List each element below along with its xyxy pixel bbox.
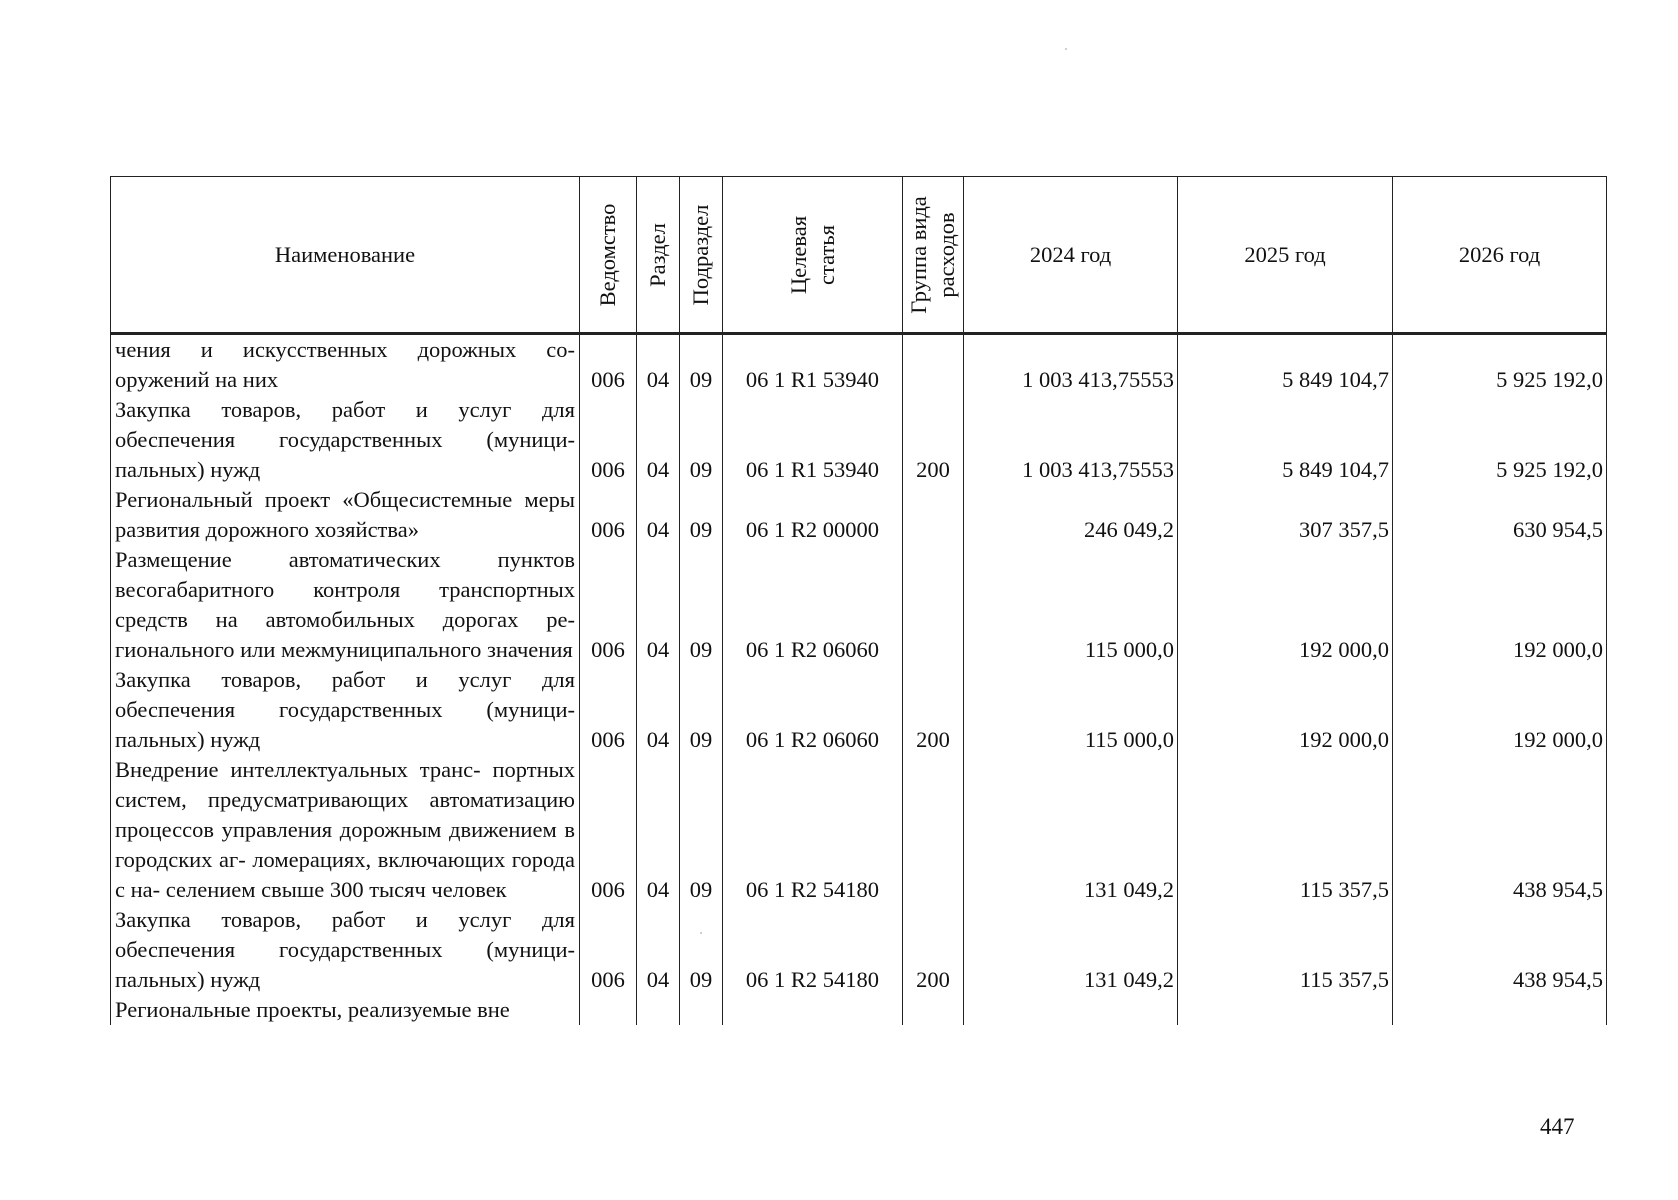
row-subsection: 09 bbox=[680, 395, 723, 485]
header-year-2026: 2026 год bbox=[1393, 177, 1607, 334]
table-header-row bbox=[111, 177, 1607, 334]
row-expense-group: 200 bbox=[903, 395, 964, 485]
row-target-article: 06 1 R2 06060 bbox=[723, 665, 903, 755]
row-section: 04 bbox=[637, 485, 680, 545]
header-section: Раздел bbox=[637, 177, 680, 334]
row-amount-2025: 5 849 104,7 bbox=[1178, 334, 1393, 396]
row-department: 006 bbox=[580, 755, 637, 905]
row-department: 006 bbox=[580, 485, 637, 545]
row-expense-group bbox=[903, 755, 964, 905]
row-section: 04 bbox=[637, 334, 680, 396]
row-department: 006 bbox=[580, 395, 637, 485]
row-expense-group bbox=[903, 995, 964, 1025]
row-target-article: 06 1 R2 06060 bbox=[723, 545, 903, 665]
row-amount-2026: 192 000,0 bbox=[1393, 665, 1607, 755]
row-name: Региональные проекты, реализуемые вне bbox=[111, 995, 580, 1025]
row-subsection: 09 bbox=[680, 665, 723, 755]
header-subsection: Подраздел bbox=[680, 177, 723, 334]
row-subsection: 09 bbox=[680, 334, 723, 396]
row-amount-2024: 131 049,2 bbox=[964, 905, 1178, 995]
row-subsection bbox=[680, 995, 723, 1025]
row-name: Закупка товаров, работ и услуг для обеспечения государственных (муници- пальных) нужд bbox=[111, 905, 580, 995]
table-row bbox=[111, 485, 1607, 545]
row-section bbox=[637, 995, 680, 1025]
row-expense-group: 200 bbox=[903, 905, 964, 995]
row-target-article: 06 1 R1 53940 bbox=[723, 334, 903, 396]
row-name: Внедрение интеллектуальных транс- портных систем, предусматривающих автоматизацию процессов управления дорожным движением в городских аг- ломерациях, включающих города с на- селением свыше 300 тысяч человек bbox=[111, 755, 580, 905]
page-number: 447 bbox=[1540, 1114, 1575, 1139]
header-name: Наименование bbox=[111, 177, 580, 334]
row-amount-2026: 192 000,0 bbox=[1393, 545, 1607, 665]
row-section: 04 bbox=[637, 395, 680, 485]
row-amount-2026: 630 954,5 bbox=[1393, 485, 1607, 545]
row-department: 006 bbox=[580, 334, 637, 396]
row-name: чения и искусственных дорожных со- оружений на них bbox=[111, 334, 580, 396]
row-amount-2025: 192 000,0 bbox=[1178, 545, 1393, 665]
row-amount-2024 bbox=[964, 995, 1178, 1025]
row-amount-2025: 192 000,0 bbox=[1178, 665, 1393, 755]
table-row bbox=[111, 995, 1607, 1025]
row-subsection: 09 bbox=[680, 905, 723, 995]
header-target-article: Целевая статья bbox=[723, 177, 903, 334]
row-subsection: 09 bbox=[680, 545, 723, 665]
row-name: Закупка товаров, работ и услуг для обеспечения государственных (муници- пальных) нужд bbox=[111, 395, 580, 485]
row-expense-group bbox=[903, 334, 964, 396]
table-row bbox=[111, 334, 1607, 396]
header-expense-group: Группа вида расходов bbox=[903, 177, 964, 334]
row-amount-2025: 307 357,5 bbox=[1178, 485, 1393, 545]
row-amount-2025: 115 357,5 bbox=[1178, 905, 1393, 995]
row-subsection: 09 bbox=[680, 755, 723, 905]
row-amount-2024: 1 003 413,75553 bbox=[964, 395, 1178, 485]
row-subsection: 09 bbox=[680, 485, 723, 545]
row-amount-2026: 438 954,5 bbox=[1393, 905, 1607, 995]
header-year-2024: 2024 год bbox=[964, 177, 1178, 334]
row-expense-group bbox=[903, 485, 964, 545]
row-department: 006 bbox=[580, 905, 637, 995]
row-target-article: 06 1 R2 54180 bbox=[723, 755, 903, 905]
row-target-article: 06 1 R2 00000 bbox=[723, 485, 903, 545]
table-row bbox=[111, 665, 1607, 755]
table-row bbox=[111, 545, 1607, 665]
scan-speck bbox=[1065, 48, 1067, 50]
budget-table bbox=[110, 176, 1607, 1025]
row-department bbox=[580, 995, 637, 1025]
row-amount-2026 bbox=[1393, 995, 1607, 1025]
table-row bbox=[111, 755, 1607, 905]
row-amount-2025: 115 357,5 bbox=[1178, 755, 1393, 905]
row-amount-2026: 5 925 192,0 bbox=[1393, 334, 1607, 396]
row-section: 04 bbox=[637, 665, 680, 755]
row-amount-2024: 246 049,2 bbox=[964, 485, 1178, 545]
row-target-article bbox=[723, 995, 903, 1025]
row-name: Размещение автоматических пунктов весогабаритного контроля транспортных средств на автомобильных дорогах ре- гионального или межмуниципального значения bbox=[111, 545, 580, 665]
row-target-article: 06 1 R1 53940 bbox=[723, 395, 903, 485]
row-target-article: 06 1 R2 54180 bbox=[723, 905, 903, 995]
table-row bbox=[111, 905, 1607, 995]
row-department: 006 bbox=[580, 665, 637, 755]
row-amount-2024: 115 000,0 bbox=[964, 545, 1178, 665]
row-name: Закупка товаров, работ и услуг для обеспечения государственных (муници- пальных) нужд bbox=[111, 665, 580, 755]
row-section: 04 bbox=[637, 545, 680, 665]
table-row bbox=[111, 395, 1607, 485]
row-expense-group bbox=[903, 545, 964, 665]
row-amount-2025: 5 849 104,7 bbox=[1178, 395, 1393, 485]
row-amount-2026: 5 925 192,0 bbox=[1393, 395, 1607, 485]
row-amount-2025 bbox=[1178, 995, 1393, 1025]
row-expense-group: 200 bbox=[903, 665, 964, 755]
row-name: Региональный проект «Общесистемные меры развития дорожного хозяйства» bbox=[111, 485, 580, 545]
row-amount-2026: 438 954,5 bbox=[1393, 755, 1607, 905]
row-amount-2024: 131 049,2 bbox=[964, 755, 1178, 905]
row-section: 04 bbox=[637, 755, 680, 905]
row-amount-2024: 1 003 413,75553 bbox=[964, 334, 1178, 396]
row-department: 006 bbox=[580, 545, 637, 665]
row-amount-2024: 115 000,0 bbox=[964, 665, 1178, 755]
header-year-2025: 2025 год bbox=[1178, 177, 1393, 334]
header-department: Ведомство bbox=[580, 177, 637, 334]
row-section: 04 bbox=[637, 905, 680, 995]
